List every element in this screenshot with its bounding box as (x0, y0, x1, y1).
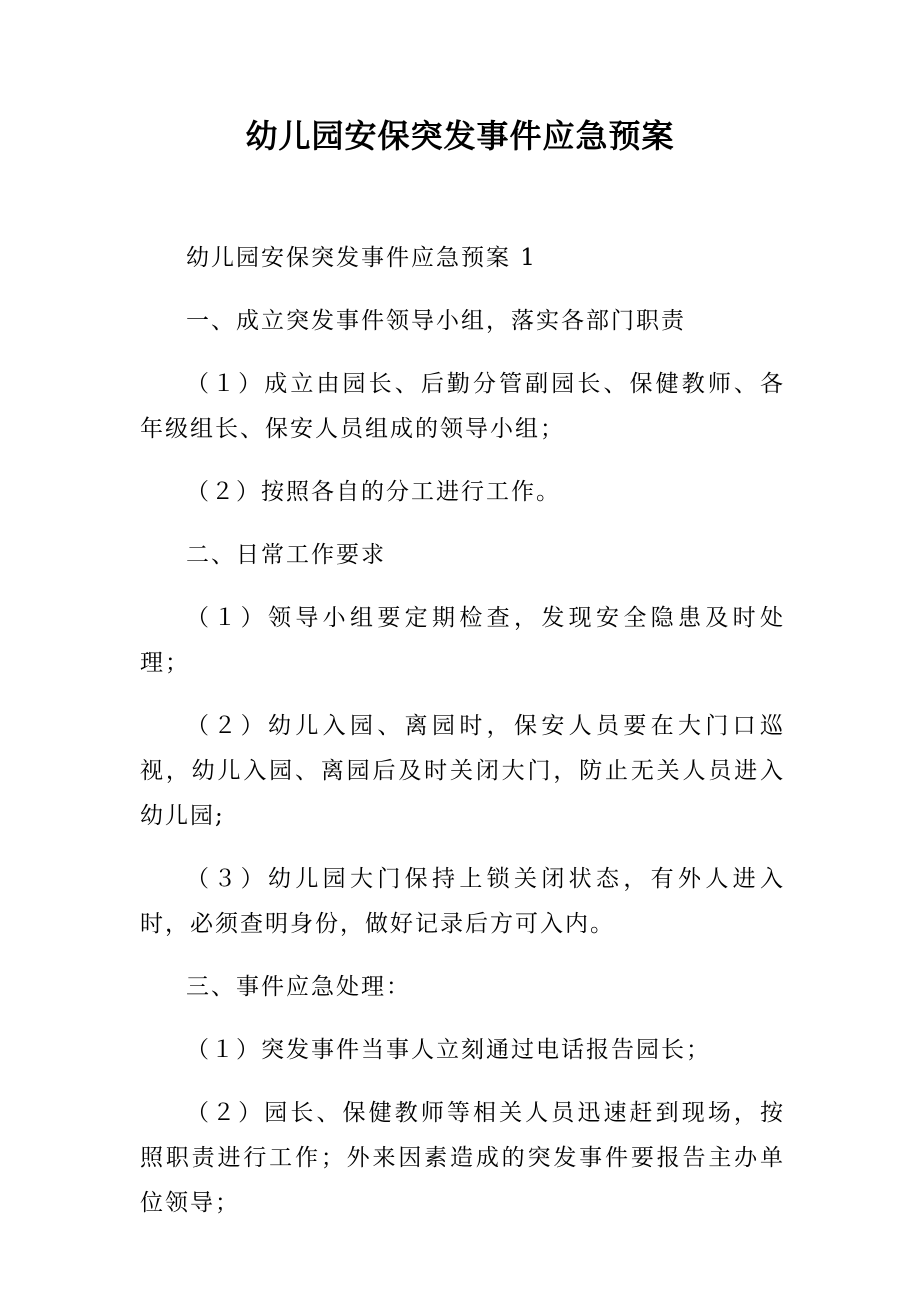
section-heading-daily-requirements: 二、日常工作要求 (186, 542, 386, 568)
paragraph-item-2-3: （３）幼儿园大门保持上锁关闭状态，有外人进入时，必须查明身份，做好记录后方可入内。 (140, 866, 785, 937)
paragraph-item-2-2: （２）幼儿入园、离园时，保安人员要在大门口巡视，幼儿入园、离园后及时关闭大门，防止无关人员进入幼儿园; (140, 713, 785, 829)
section-heading-leadership-group: 一、成立突发事件领导小组，落实各部门职责 (186, 308, 686, 334)
paragraph-item-1-1: （１）成立由园长、后勤分管副园长、保健教师、各年级组长、保安人员组成的领导小组； (140, 371, 785, 442)
document-title: 幼儿园安保突发事件应急预案 (245, 117, 675, 155)
paragraph-item-3-1: （１）突发事件当事人立刻通过电话报告园长； (186, 1037, 711, 1063)
paragraph-item-2-1: （１）领导小组要定期检查，发现安全隐患及时处理； (140, 605, 785, 676)
paragraph-item-3-2: （２）园长、保健教师等相关人员迅速赶到现场，按照职责进行工作；外来因素造成的突发事件要报告主办单位领导； (140, 1100, 785, 1216)
paragraph-item-1-2: （２）按照各自的分工进行工作。 (186, 479, 561, 505)
section-heading-emergency-handling: 三、事件应急处理： (186, 974, 411, 1000)
section-heading-plan-1: 幼儿园安保突发事件应急预案 1 (186, 245, 537, 271)
document-body (140, 236, 785, 1244)
